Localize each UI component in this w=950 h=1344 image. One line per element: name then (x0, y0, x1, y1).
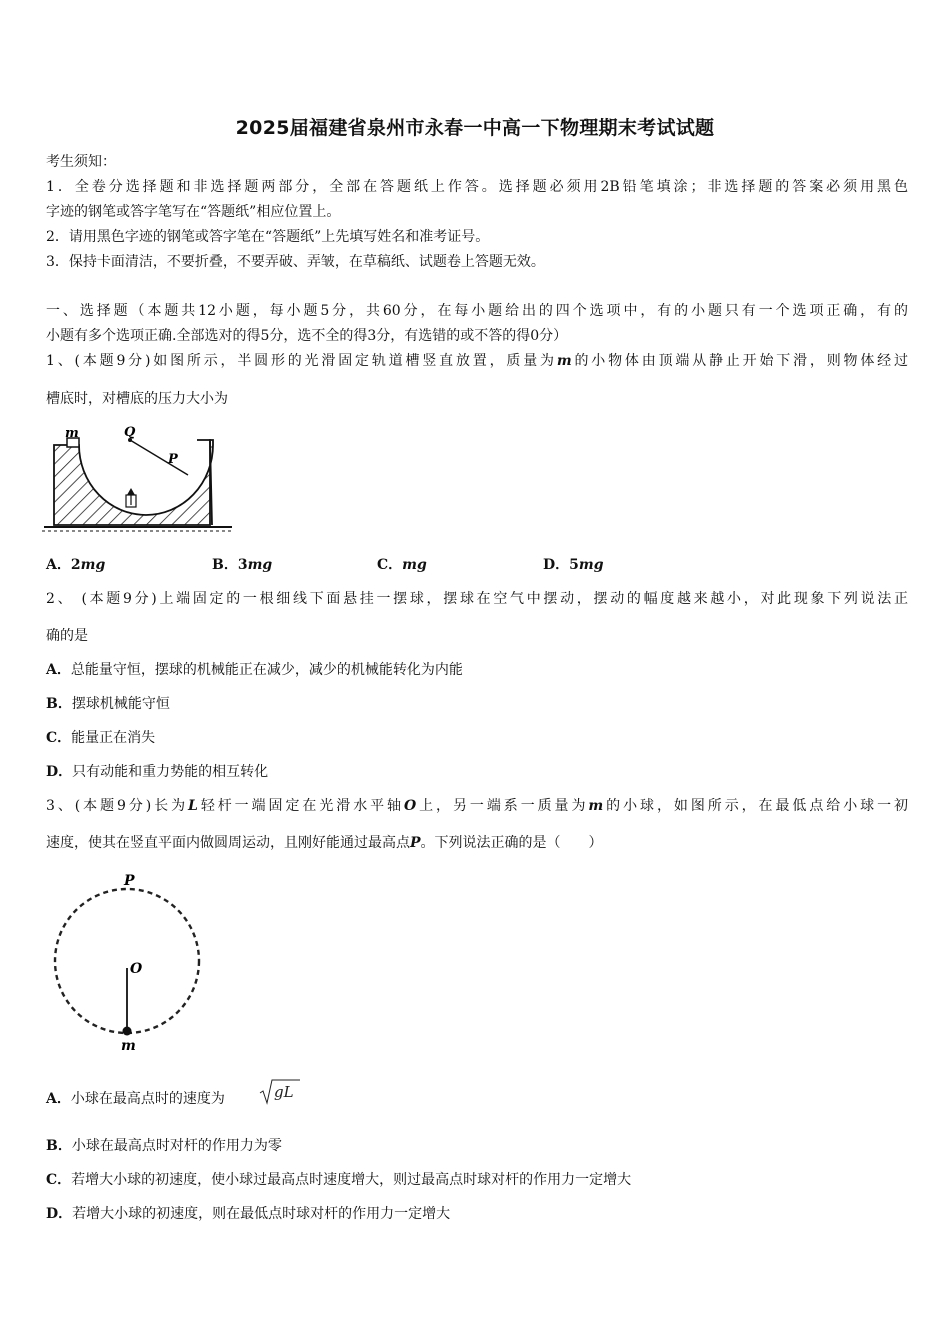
q3-option-b: B．小球在最高点时对杆的作用力为零 (46, 1138, 282, 1154)
q3-option-c: C．若增大小球的初速度，使小球过最高点时速度增大，则过最高点时球对杆的作用力一定增大 (46, 1172, 632, 1188)
q3-circle-figure (44, 870, 214, 1055)
q1-option-a: A．2mg (46, 557, 106, 573)
notice-item-3: 3．保持卡面清洁，不要折叠，不要弄破、弄皱，在草稿纸、试题卷上答题无效。 (46, 254, 545, 270)
q1-option-d: D．5mg (543, 557, 604, 573)
sqrt-argument: gL (274, 1083, 294, 1101)
q1-track-figure (42, 425, 237, 540)
q1-option-b: B．3mg (212, 557, 273, 573)
sqrt-icon (258, 1076, 302, 1106)
section-heading-line2: 小题有多个选项正确.全部选对的得5分，选不全的得3分，有选错的或不答的得0分） (46, 328, 568, 344)
track-body (54, 440, 213, 525)
q3-option-a: A．小球在最高点时的速度为 (46, 1091, 225, 1107)
notice-item-2: 2．请用黑色字迹的钢笔或答字笔在“答题纸”上先填写姓名和准考证号。 (46, 229, 490, 245)
q2-option-a: A．总能量守恒，摆球的机械能正在减少，减少的机械能转化为内能 (46, 662, 463, 678)
page-title: 2025届福建省泉州市永春一中高一下物理期末考试试题 (235, 117, 715, 139)
notice-heading: 考生须知： (46, 154, 116, 170)
q1-option-c: C．mg (377, 557, 427, 573)
fig1-label-q: Q (124, 425, 136, 440)
fig1-label-p: P (168, 452, 178, 467)
q1-stem-line2: 槽底时，对槽底的压力大小为 (46, 391, 228, 407)
q3-stem-line2: 速度，使其在竖直平面内做圆周运动，且刚好能通过最高点P。下列说法正确的是（ ） (46, 835, 603, 851)
q2-option-c: C．能量正在消失 (46, 730, 156, 746)
ball-icon (123, 1027, 132, 1036)
fig3-label-m: m (121, 1038, 136, 1054)
q2-option-d: D．只有动能和重力势能的相互转化 (46, 764, 269, 780)
q2-option-b: B．摆球机械能守恒 (46, 696, 170, 712)
notice-item-1-cont: 字迹的钢笔或答字笔写在“答题纸”相应位置上。 (46, 204, 341, 220)
q3-stem-line1: 3、(本题9分)长为L轻杆一端固定在光滑水平轴O上，另一端系一质量为m的小球，如图所示，在最低点给小球一初 (46, 798, 908, 814)
q1-stem-line1: 1、(本题9分)如图所示，半圆形的光滑固定轨道槽竖直放置，质量为m的小物体由顶端从静止开始下滑，则物体经过 (46, 353, 908, 369)
fig1-label-m: m (65, 426, 79, 441)
section-heading-line1: 一、选择题（本题共12小题，每小题5分，共60分，在每小题给出的四个选项中，有的小题只有一个选项正确，有的 (46, 303, 908, 319)
q2-stem-line1: 2、 (本题9分)上端固定的一根细线下面悬挂一摆球，摆球在空气中摆动，摆动的幅度越来越小，对此现象下列说法正 (46, 591, 908, 607)
notice-item-1: 1．全卷分选择题和非选择题两部分，全部在答题纸上作答。选择题必须用2B铅笔填涂；非选择题的答案必须用黑色 (46, 179, 908, 195)
q2-stem-line2: 确的是 (46, 628, 88, 644)
q3-option-d: D．若增大小球的初速度，则在最低点时球对杆的作用力一定增大 (46, 1206, 451, 1222)
fig3-label-o: O (130, 961, 143, 977)
fig3-label-p: P (124, 873, 135, 889)
